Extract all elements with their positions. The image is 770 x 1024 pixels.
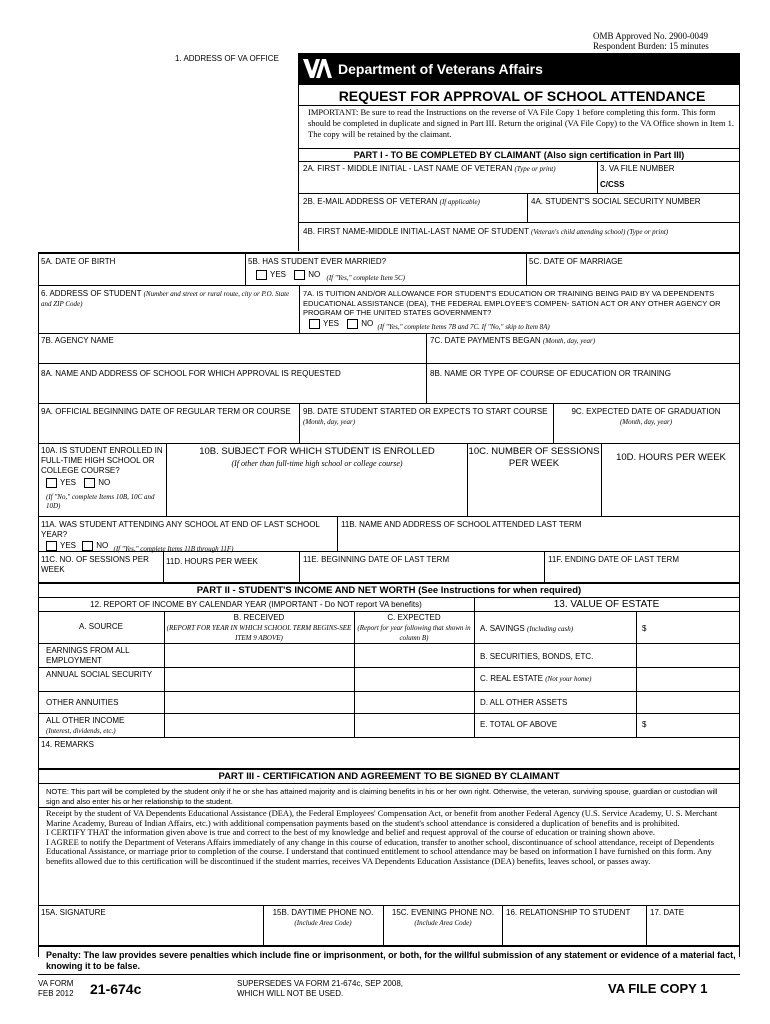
footer-date: FEB 2012 xyxy=(38,989,74,998)
field-17-label: 17. DATE xyxy=(650,908,685,917)
estate-real-estate: C. REAL ESTATE (Not your home) xyxy=(480,674,592,683)
5b-no-checkbox[interactable]: NO xyxy=(294,270,320,280)
field-16-label: 16. RELATIONSHIP TO STUDENT xyxy=(506,908,631,917)
part2-title: PART II - STUDENT'S INCOME AND NET WORTH (See Instructions for when required) xyxy=(196,585,582,596)
field-6-label: 6. ADDRESS OF STUDENT (Number and street or rural route, city or P.O. State and ZIP Code) xyxy=(41,289,290,308)
7a-yes-checkbox[interactable]: YES xyxy=(309,319,339,329)
agency-banner xyxy=(298,53,740,85)
estate-total: E. TOTAL OF ABOVE xyxy=(480,720,558,729)
field-14-label: 14. REMARKS xyxy=(41,740,94,749)
field-11c-label: 11C. NO. OF SESSIONS PER WEEK xyxy=(41,555,149,574)
field-15b-label: 15B. DAYTIME PHONE NO. (Include Area Code) xyxy=(272,908,374,927)
field-4a-label: 4A. STUDENT'S SOCIAL SECURITY NUMBER xyxy=(531,197,701,206)
part3-agree-paragraph: I AGREE to notify the Department of Veterans Affairs immediately of any change in this course of education, transfer to another school, discontinuance of school attendance, receipt of Dependents Educational Assistance, or marriage prior to completion of the course. I understand that continued entitlement to school attendance may be based on information I have furnished on this form. Any benefits allowed due to this certification will be discontinued if the student marries, receives VA Dependents Education Assistance (DEA) benefits, leaves school, or passes away. xyxy=(46,836,714,866)
form-title: REQUEST FOR APPROVAL OF SCHOOL ATTENDANCE xyxy=(338,88,706,104)
field-15a-label: 15A. SIGNATURE xyxy=(41,908,106,917)
field-8a-label: 8A. NAME AND ADDRESS OF SCHOOL FOR WHICH APPROVAL IS REQUESTED xyxy=(41,369,341,378)
field-10b-label: 10B. SUBJECT FOR WHICH STUDENT IS ENROLLED (If other than full-time high school or college course) xyxy=(199,446,435,468)
field-10a-instruction: (If "No," complete Items 10B, 10C and 10D) xyxy=(46,493,155,510)
field-7a-label: 7A. IS TUITION AND/OR ALLOWANCE FOR STUDENT'S EDUCATION OR TRAINING BEING PAID BY VA DEPENDENTS EDUCATIONAL ASSISTANCE (DEA), THE FEDERAL EMPLOYEE'S COMPEN- SATION ACT OR ANY OTHER AGENCY OR PROGRAM OF THE UNITED STATES GOVERNMENT? xyxy=(303,289,721,317)
income-row-other: ALL OTHER INCOME (Interest, dividends, etc.) xyxy=(46,716,125,735)
field-5c-label: 5C. DATE OF MARRIAGE xyxy=(529,257,623,266)
field-10a-label: 10A. IS STUDENT ENROLLED IN FULL-TIME HIGH SCHOOL OR COLLEGE COURSE? xyxy=(41,446,163,475)
11a-yes-checkbox[interactable]: YES xyxy=(46,541,76,551)
field-7a-options: YES NO (If "Yes," complete Items 7B and 7C. If "No," skip to Item 8A) xyxy=(309,319,550,332)
field-11a-options: YES NO (If "Yes," complete Items 11B through 11F) xyxy=(46,541,233,554)
field-4b-label: 4B. FIRST NAME-MIDDLE INITIAL-LAST NAME OF STUDENT (Veteran's child attending school) (Type or print) xyxy=(303,227,669,236)
part3-certify-paragraph: I CERTIFY THAT the information given above is true and correct to the best of my knowledge and belief and request approval of the course of education or training shown above. xyxy=(46,827,656,837)
estate-securities: B. SECURITIES, BONDS, ETC. xyxy=(480,652,594,661)
field-3-value: C/CSS xyxy=(600,180,625,189)
field-8b-label: 8B. NAME OR TYPE OF COURSE OF EDUCATION OR TRAINING xyxy=(430,369,671,378)
veteran-name-input[interactable] xyxy=(303,175,593,191)
10a-yes-checkbox[interactable]: YES xyxy=(46,478,76,488)
income-row-earnings: EARNINGS FROM ALL EMPLOYMENT xyxy=(46,646,130,665)
respondent-burden: Respondent Burden: 15 minutes xyxy=(593,41,709,51)
income-row-annuities: OTHER ANNUITIES xyxy=(46,698,119,707)
signature-input[interactable] xyxy=(40,920,260,944)
part3-note: NOTE: This part will be completed by the student only if he or she has attained majority and is claiming benefits in his or her own right. Otherwise, the veteran, surviving spouse, guardian or custodian will sign and also enter his or her relationship to the student. xyxy=(46,787,718,806)
7a-no-checkbox[interactable]: NO xyxy=(347,319,373,329)
field-2a-label: 2A. FIRST - MIDDLE INITIAL - LAST NAME OF VETERAN (Type or print) xyxy=(303,164,556,173)
field-13-label: 13. VALUE OF ESTATE xyxy=(553,599,660,610)
field-9c-label: 9C. EXPECTED DATE OF GRADUATION (Month, day, year) xyxy=(571,407,721,426)
form-number: 21-674c xyxy=(90,981,142,997)
field-12-label: 12. REPORT OF INCOME BY CALENDAR YEAR (IMPORTANT - Do NOT report VA benefits) xyxy=(90,600,422,609)
penalty-statement: Penalty: The law provides severe penalties which include fine or imprisonment, or both, for the willful submission of any statement or evidence of a material fact, knowing it to be false. xyxy=(46,950,736,971)
col-source-label: A. SOURCE xyxy=(78,622,123,631)
part1-title: PART I - TO BE COMPLETED BY CLAIMANT (Also sign certification in Part III) xyxy=(353,150,685,160)
field-9b-label: 9B. DATE STUDENT STARTED OR EXPECTS TO START COURSE (Month, day, year) xyxy=(303,407,548,426)
field-9a-label: 9A. OFFICIAL BEGINNING DATE OF REGULAR TERM OR COURSE xyxy=(41,407,291,416)
remarks-input[interactable] xyxy=(40,752,736,766)
field-11f-label: 11F. ENDING DATE OF LAST TERM xyxy=(548,555,679,564)
field-11b-label: 11B. NAME AND ADDRESS OF SCHOOL ATTENDED LAST TERM xyxy=(341,520,582,529)
income-row-social-security: ANNUAL SOCIAL SECURITY xyxy=(46,670,153,679)
5b-yes-checkbox[interactable]: YES xyxy=(256,270,286,280)
address-of-va-office-label: 1. ADDRESS OF VA OFFICE xyxy=(175,54,279,63)
estate-savings-value[interactable]: $ xyxy=(642,624,647,633)
part3-title: PART III - CERTIFICATION AND AGREEMENT TO BE SIGNED BY CLAIMANT xyxy=(218,771,560,782)
field-3-label: 3. VA FILE NUMBER xyxy=(600,164,675,173)
va-file-copy: VA FILE COPY 1 xyxy=(608,981,708,996)
agency-name: Department of Veterans Affairs xyxy=(338,61,543,77)
field-2b-label: 2B. E-MAIL ADDRESS OF VETERAN (If applicable) xyxy=(303,197,480,206)
col-received-label: B. RECEIVED (REPORT FOR YEAR IN WHICH SCHOOL TERM BEGINS-SEE ITEM 9 ABOVE) xyxy=(166,613,352,642)
footer-va-form: VA FORM xyxy=(38,979,74,988)
field-5b-options: YES NO (If "Yes," complete Item 5C) xyxy=(256,270,405,283)
field-10d-label: 10D. HOURS PER WEEK xyxy=(616,452,726,463)
estate-savings: A. SAVINGS (Including cash) xyxy=(480,624,574,633)
field-11d-label: 11D. HOURS PER WEEK xyxy=(166,557,258,566)
estate-other-assets: D. ALL OTHER ASSETS xyxy=(480,698,568,707)
estate-total-value[interactable]: $ xyxy=(642,720,647,729)
field-10a-options xyxy=(46,478,110,491)
field-7b-label: 7B. AGENCY NAME xyxy=(41,336,114,345)
field-10c-label: 10C. NUMBER OF SESSIONS PER WEEK xyxy=(468,446,600,469)
important-note: IMPORTANT: Be sure to read the Instructions on the reverse of VA File Copy 1 before completing this form. This form should be completed in duplicate and signed in Part III. Return the original (VA File Copy) to the VA Office shown in Item 1. The copy will be retained by the claimant. xyxy=(308,107,734,139)
field-15c-label: 15C. EVENING PHONE NO. (Include Area Code) xyxy=(391,908,495,927)
field-11e-label: 11E. BEGINNING DATE OF LAST TERM xyxy=(303,555,450,564)
col-expected-label: C. EXPECTED (Report for year following that shown in column B) xyxy=(357,613,471,642)
part3-receipt-paragraph: Receipt by the student of VA Dependents Educational Assistance (DEA), the Federal Employees' Compensation Act, or benefit from another Federal Agency (U.S. Service Academy, U. S. Merchant Marine Academy, Bureau of Indian Affairs, etc.) with additional compensation payments based on the student's school attendance is considered a duplication of benefits and is prohibited. xyxy=(46,808,718,828)
10a-no-checkbox[interactable]: NO xyxy=(84,478,110,488)
field-5b-label: 5B. HAS STUDENT EVER MARRIED? xyxy=(248,257,387,266)
supersedes-line2: WHICH WILL NOT BE USED. xyxy=(237,989,344,998)
omb-approved: OMB Approved No. 2900-0049 xyxy=(593,31,708,41)
va-logo-icon xyxy=(302,56,332,82)
field-5a-label: 5A. DATE OF BIRTH xyxy=(41,257,116,266)
supersedes-line1: SUPERSEDES VA FORM 21-674c, SEP 2008, xyxy=(237,979,403,988)
11a-no-checkbox[interactable]: NO xyxy=(82,541,108,551)
field-11a-label: 11A. WAS STUDENT ATTENDING ANY SCHOOL AT END OF LAST SCHOOL YEAR? xyxy=(41,520,320,539)
part3-certification-text xyxy=(46,809,736,866)
field-7c-label: 7C. DATE PAYMENTS BEGAN (Month, day, year) xyxy=(430,336,596,345)
